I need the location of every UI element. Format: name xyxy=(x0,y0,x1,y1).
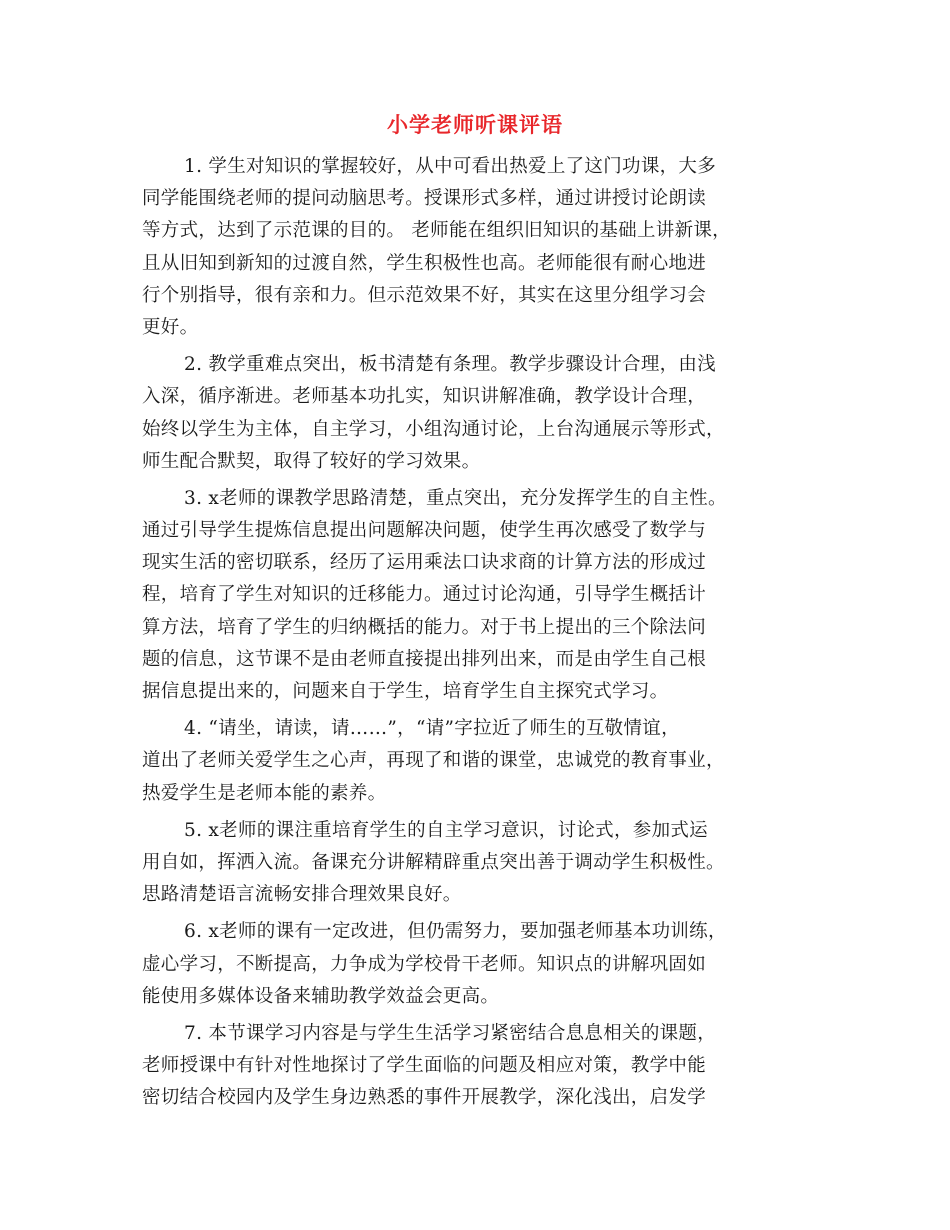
paragraph-7 xyxy=(142,1018,817,1115)
paragraph-line: 行个别指导，很有亲和力。但示范效果不好，其实在这里分组学习会 xyxy=(142,284,707,306)
paragraph-line: 程，培育了学生对知识的迁移能力。通过讨论沟通，引导学生概括计 xyxy=(142,584,707,606)
paragraph-line: 虚心学习，不断提高，力争成为学校骨干老师。知识点的讲解巩固如 xyxy=(142,953,707,975)
paragraph-line: 同学能围绕老师的提问动脑思考。授课形式多样，通过讲授讨论朗读 xyxy=(142,188,707,210)
paragraph-line: 更好。 xyxy=(142,316,199,338)
document-body xyxy=(142,151,817,1114)
paragraph-line: 且从旧知到新知的过渡自然，学生积极性也高。老师能很有耐心地进 xyxy=(142,252,707,274)
paragraph-line: 题的信息，这节课不是由老师直接提出排列出来，而是由学生自己根 xyxy=(142,648,707,670)
paragraph-line: 热爱学生是老师本能的素养。 xyxy=(142,782,387,804)
document-title: 小学老师听课评语 xyxy=(387,112,563,137)
paragraph-line: 老师授课中有针对性地探讨了学生面临的问题及相应对策，教学中能 xyxy=(142,1055,707,1077)
paragraph-line: 据信息提出来的，问题来自于学生，培育学生自主探究式学习。 xyxy=(142,681,669,702)
paragraph-line: 等方式，达到了示范课的目的。 老师能在组织旧知识的基础上讲新课， xyxy=(142,220,731,242)
paragraph-6 xyxy=(142,916,817,1013)
paragraph-line: 6. x老师的课有一定改进，但仍需努力，要加强老师基本功训练， xyxy=(184,921,727,943)
paragraph-line: 道出了老师关爱学生之心声，再现了和谐的课堂，忠诚党的教育事业， xyxy=(142,750,725,772)
paragraph-line: 通过引导学生提炼信息提出问题解决问题，使学生再次感受了数学与 xyxy=(142,520,707,542)
paragraph-2 xyxy=(142,349,817,478)
paragraph-3 xyxy=(142,483,817,708)
paragraph-line: 能使用多媒体设备来辅助教学效益会更高。 xyxy=(142,985,500,1007)
paragraph-line: 3. x老师的课教学思路清楚，重点突出，充分发挥学生的自主性。 xyxy=(184,487,727,509)
paragraph-line: 1. 学生对知识的掌握较好，从中可看出热爱上了这门功课，大多 xyxy=(184,156,717,177)
paragraph-line: 始终以学生为主体，自主学习，小组沟通讨论，上台沟通展示等形式， xyxy=(142,418,725,440)
paragraph-line: 5. x老师的课注重培育学生的自主学习意识，讨论式，参加式运 xyxy=(184,819,708,841)
paragraph-line: 2. 教学重难点突出，板书清楚有条理。教学步骤设计合理，由浅 xyxy=(184,354,717,376)
paragraph-line: 师生配合默契，取得了较好的学习效果。 xyxy=(142,450,481,472)
paragraph-4 xyxy=(142,713,817,810)
paragraph-line: 算方法，培育了学生的归纳概括的能力。对于书上提出的三个除法问 xyxy=(142,616,707,638)
paragraph-1 xyxy=(142,151,817,344)
paragraph-line: 现实生活的密切联系，经历了运用乘法口诀求商的计算方法的形成过 xyxy=(142,552,707,574)
paragraph-5 xyxy=(142,815,817,912)
paragraph-line: 7. 本节课学习内容是与学生生活学习紧密结合息息相关的课题， xyxy=(184,1022,717,1044)
paragraph-line: 入深，循序渐进。老师基本功扎实，知识讲解准确，教学设计合理， xyxy=(142,386,707,408)
paragraph-line: 密切结合校园内及学生身边熟悉的事件开展教学，深化浅出，启发学 xyxy=(142,1087,707,1109)
paragraph-line: 4. “请坐，请读，请……”，“请”字拉近了师生的互敬情谊， xyxy=(184,718,680,740)
paragraph-line: 思路清楚语言流畅安排合理效果良好。 xyxy=(142,884,462,906)
paragraph-line: 用自如，挥洒入流。备课充分讲解精辟重点突出善于调动学生积极性。 xyxy=(142,851,725,873)
